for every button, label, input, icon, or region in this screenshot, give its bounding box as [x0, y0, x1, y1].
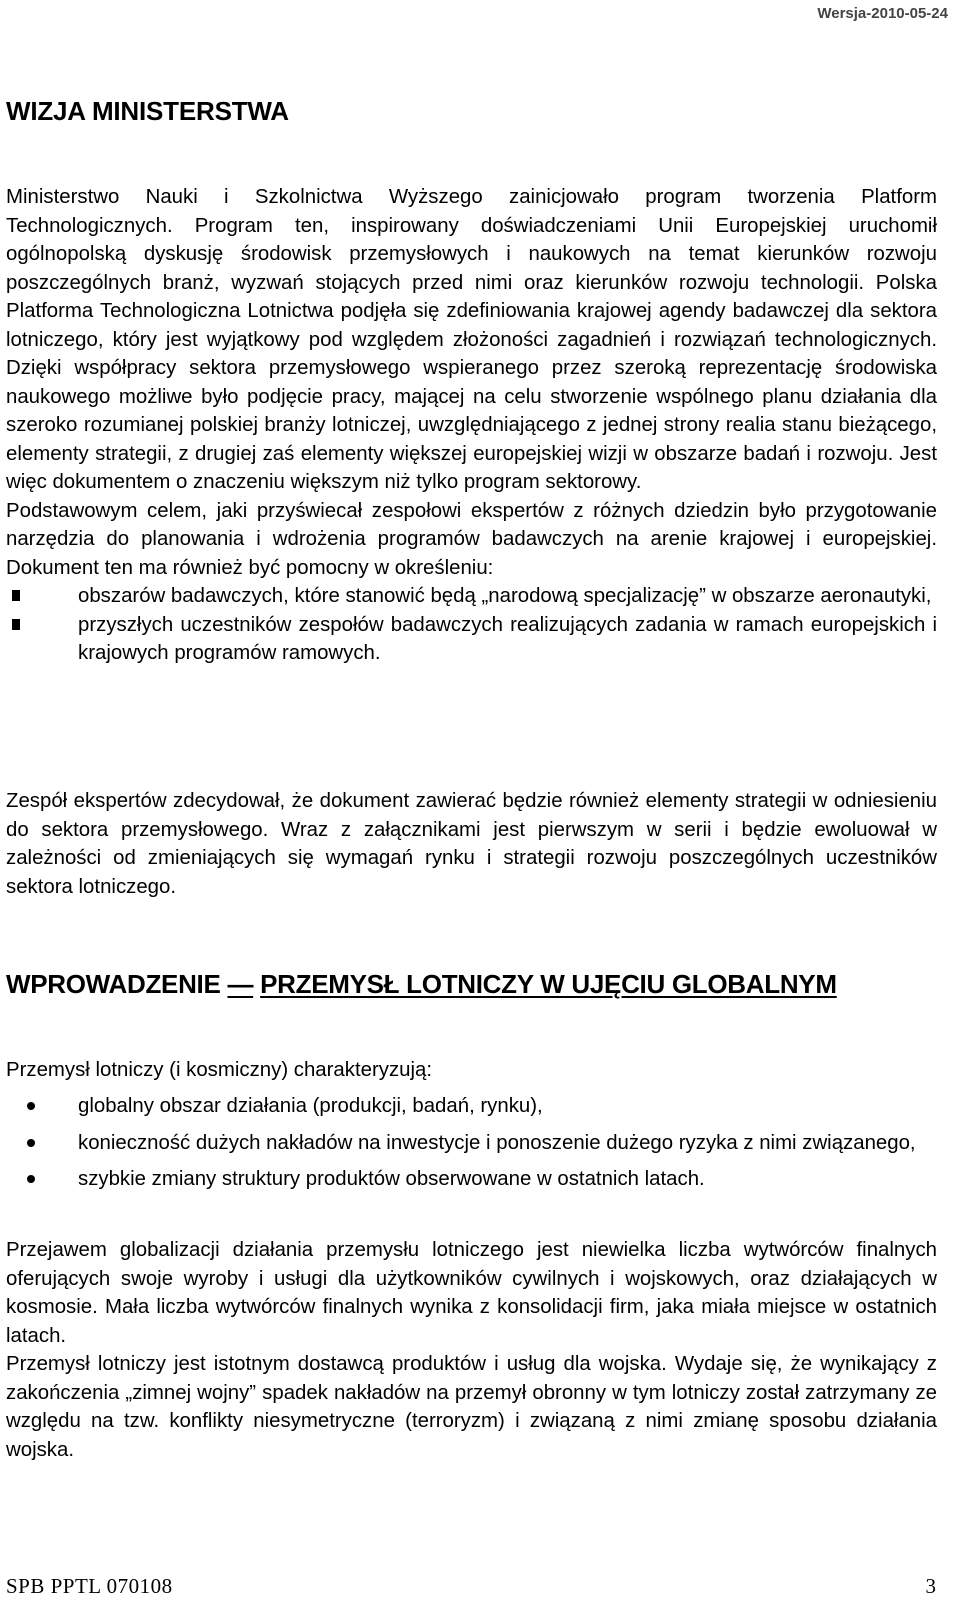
list-item-text: obszarów badawczych, które stanowić będą „narodową specjalizację” w obszarze aeronautyki, [78, 585, 932, 607]
square-bullet-icon [12, 590, 20, 601]
list-item [6, 611, 937, 668]
footer-document-id: SPB PPTL 070108 [6, 1574, 173, 1598]
intro-paragraph-2: Przemysł lotniczy jest istotnym dostawcą produktów i usług dla wojska. Wydaje się, że wynikający z zakończenia „zimnej wojny” spadek nakładów na przemył obronny w tym lotniczy został zatrzymany ze względu na tzw. konflikty niesymetryczne (terroryzm) i związaną z nimi zmianę sposobu działania wojska. [6, 1353, 937, 1461]
list-item-text: globalny obszar działania (produkcji, badań, rynku), [78, 1095, 543, 1117]
intro-text [6, 1236, 937, 1464]
intro-lead: Przemysł lotniczy (i kosmiczny) charakteryzują: [6, 1059, 433, 1081]
section-title-vision: WIZJA MINISTERSTWA [6, 96, 289, 126]
version-label: Wersja-2010-05-24 [817, 5, 948, 22]
intro-bullet-list [6, 1092, 937, 1194]
section-title-introduction [6, 969, 837, 1000]
square-bullet-icon [12, 619, 20, 630]
page-number: 3 [925, 1574, 936, 1598]
title-part-left: WPROWADZENIE [6, 969, 221, 999]
intro-paragraph-1: Przejawem globalizacji działania przemysłu lotniczego jest niewielka liczba wytwórców finalnych oferujących swoje wyroby i usługi dla użytkowników cywilnych i wojskowych, oraz działających w kosmosie. Mała liczba wytwórców finalnych wynika z konsolidacji firm, jaka miała miejsce w ostatnich latach. [6, 1239, 937, 1347]
list-item-text: konieczność dużych nakładów na inwestycje i ponoszenie dużego ryzyka z nimi związanego, [78, 1131, 916, 1154]
vision-paragraph-3: Zespół ekspertów zdecydował, że dokument zawierać będzie również elementy strategii w odniesieniu do sektora przemysłowego. Wraz z załącznikami jest pierwszym w serii i będzie ewoluował w zależności od zmieniających się wymagań rynku i strategii rozwoju poszczególnych uczestników sektora lotniczego. [6, 790, 937, 898]
list-item [6, 1129, 937, 1158]
round-bullet-icon [27, 1175, 35, 1183]
vision-text [6, 183, 937, 668]
list-item [6, 582, 937, 611]
vision-paragraph-1: Ministerstwo Nauki i Szkolnictwa Wyższego zainicjowało program tworzenia Platform Technologicznych. Program ten, inspirowany doświadczeniami Unii Europejskiej uruchomił ogólnopolską dyskusję środowisk przemysłowych i naukowych na temat kierunków rozwoju poszczególnych branż, wyzwań stojących przed nimi oraz kierunków rozwoju technologii. Polska Platforma Technologiczna Lotnictwa podjęła się zdefiniowania krajowej agendy badawczej dla sektora lotniczego, który jest wyjątkowy pod względem złożoności zagadnień i rozwiązań technologicznych. Dzięki współpracy sektora przemysłowego wspieranego przez szeroką reprezentację środowiska naukowego możliwe było podjęcie pracy, mającej na celu stworzenie wspólnego planu działania dla szeroko rozumianej polskiej branży lotniczej, uwzględniającego z jednej strony realia stanu bieżącego, elementy strategii, z drugiej zaś elementy większej europejskiej wizji w obszarze badań i rozwoju. Jest więc dokumentem o znaczeniu większym niż tylko program sektorowy. [6, 186, 937, 493]
title-part-right: PRZEMYSŁ LOTNICZY W UJĘCIU GLOBALNYM [260, 969, 837, 999]
list-item-text: przyszłych uczestników zespołów badawczych realizujących zadania w ramach europejskich i krajowych programów ramowych. [78, 613, 937, 664]
round-bullet-icon [27, 1139, 35, 1147]
vision-bullet-list [6, 582, 937, 668]
round-bullet-icon [27, 1102, 35, 1110]
vision-paragraph-2: Podstawowym celem, jaki przyświecał zespołowi ekspertów z różnych dziedzin było przygotowanie narzędzia do planowania i wdrożenia programów badawczych na arenie krajowej i europejskiej. Dokument ten ma również być pomocny w określeniu: [6, 499, 937, 579]
list-item-text: szybkie zmiany struktury produktów obserwowane w ostatnich latach. [78, 1168, 705, 1190]
list-item [6, 1092, 937, 1121]
title-dash: — [227, 969, 254, 999]
list-item [6, 1165, 937, 1194]
